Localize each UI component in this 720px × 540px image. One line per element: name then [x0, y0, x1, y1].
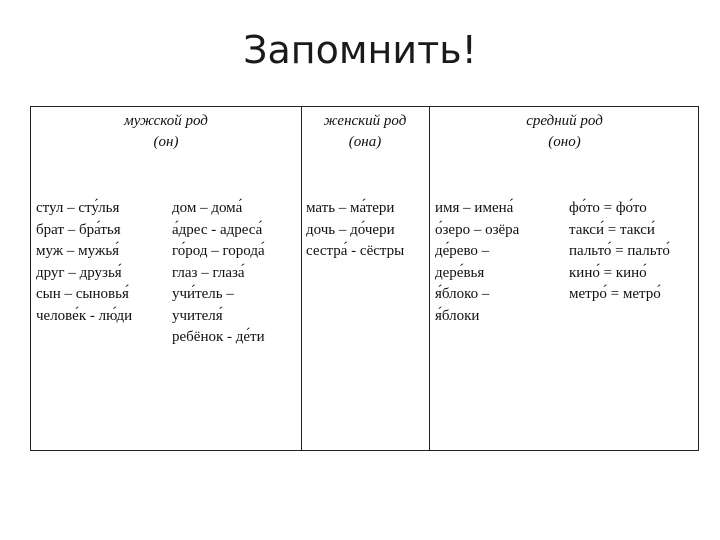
- list-item: го́род – города́: [172, 243, 265, 259]
- list-item: о́зеро – озёра: [435, 221, 520, 238]
- neuter-list-right: [569, 198, 670, 306]
- list-item: сын – сыновья́: [36, 286, 129, 302]
- header-masculine: [31, 111, 301, 153]
- header-neuter-pronoun: (оно): [548, 134, 581, 150]
- list-item: глаз – глаза́: [172, 264, 245, 281]
- noun-gender-table: [30, 106, 699, 451]
- list-item: челове́к - лю́ди: [36, 307, 133, 324]
- column-divider: [429, 107, 430, 450]
- column-divider: [301, 107, 302, 450]
- list-item: учителя́: [172, 307, 223, 324]
- header-feminine-label: женский род: [323, 113, 407, 129]
- list-item: друг – друзья́: [36, 264, 122, 281]
- list-item: де́рево –: [435, 243, 490, 259]
- header-neuter: [429, 111, 700, 153]
- list-item: мать – ма́тери: [306, 200, 395, 216]
- list-item: стул – сту́лья: [36, 200, 120, 216]
- list-item: пальто́ = пальто́: [569, 243, 670, 259]
- list-item: учи́тель –: [172, 286, 234, 302]
- list-item: такси́ = такси́: [569, 221, 655, 238]
- list-item: дере́вья: [435, 264, 485, 281]
- list-item: я́блоко –: [435, 286, 490, 302]
- feminine-list: [306, 198, 404, 263]
- list-item: дочь – до́чери: [306, 221, 395, 238]
- header-feminine: [301, 111, 429, 153]
- header-masculine-label: мужской род: [124, 113, 208, 129]
- header-masculine-pronoun: (он): [153, 134, 179, 150]
- list-item: дом – дома́: [172, 200, 243, 216]
- masculine-list-right: [172, 198, 265, 349]
- slide-title: Запомнить!: [243, 28, 477, 72]
- list-item: я́блоки: [435, 307, 480, 324]
- list-item: брат – бра́тья: [36, 221, 121, 238]
- list-item: сестра́ - сёстры: [306, 243, 405, 259]
- header-neuter-label: средний род: [526, 113, 603, 129]
- list-item: кино́ = кино́: [569, 264, 647, 281]
- list-item: имя – имена́: [435, 200, 514, 216]
- masculine-list-left: [36, 198, 132, 327]
- list-item: ребёнок - де́ти: [172, 329, 265, 345]
- header-feminine-pronoun: (она): [348, 134, 382, 150]
- list-item: метро́ = метро́: [569, 286, 661, 302]
- neuter-list-left: [435, 198, 519, 327]
- list-item: а́дрес - адреса́: [172, 221, 263, 238]
- list-item: муж – мужья́: [36, 243, 120, 259]
- list-item: фо́то = фо́то: [569, 200, 647, 216]
